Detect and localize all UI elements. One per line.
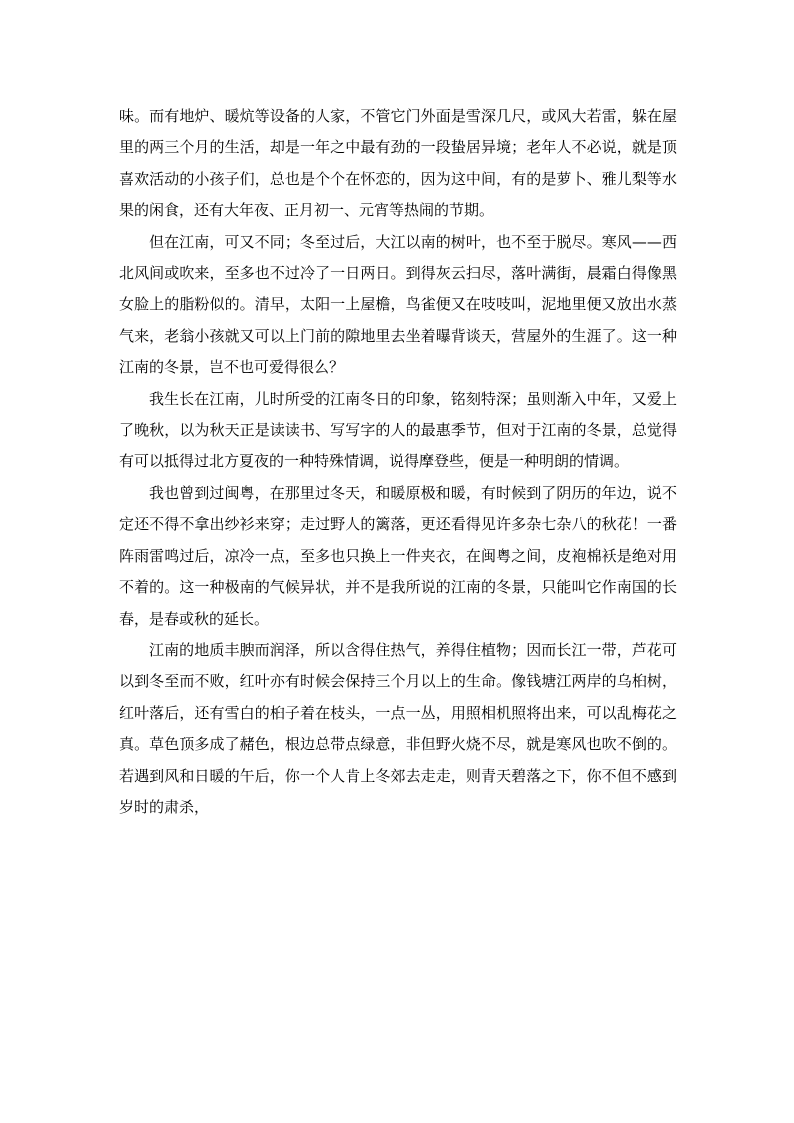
document-body — [119, 101, 677, 823]
paragraph-min-yue-climate: 我也曾到过闽粤，在那里过冬天，和暖原极和暖，有时候到了阴历的年边，说不定还不得不拿出纱衫来穿；走过野人的篱落，更还看得见许多杂七杂八的秋花！一番阵雨雷鸣过后，凉冷一点，至多也只换上一件夹衣，在闽粤之间，皮袍棉袄是绝对用不着的。这一种极南的气候异状，并不是我所说的江南的冬景，只能叫它作南国的长春，是春或秋的延长。 — [119, 483, 677, 628]
paragraph-jiangnan-soil: 江南的地质丰腴而润泽，所以含得住热气，养得住植物；因而长江一带，芦花可以到冬至而不败，红叶亦有时候会保持三个月以上的生命。像钱塘江两岸的乌桕树，红叶落后，还有雪白的桕子着在枝头，一点一丛，用照相机照将出来，可以乱梅花之真。草色顶多成了赭色，根边总带点绿意，非但野火烧不尽，就是寒风也吹不倒的。若遇到风和日暖的午后，你一个人肯上冬郊去走走，则青天碧落之下，你不但不感到岁时的肃杀， — [119, 640, 677, 816]
paragraph-childhood-impression: 我生长在江南，儿时所受的江南冬日的印象，铭刻特深；虽则渐入中年，又爱上了晚秋，以为秋天正是读读书、写写字的人的最惠季节，但对于江南的冬景，总觉得有可以抵得过北方夏夜的一种特殊情调，说得摩登些，便是一种明朗的情调。 — [119, 389, 677, 471]
paragraph-jiangnan-winter: 但在江南，可又不同；冬至过后，大江以南的树叶，也不至于脱尽。寒风——西北风间或吹来，至多也不过冷了一日两日。到得灰云扫尽，落叶满街，晨霜白得像黑女脸上的脂粉似的。清早，太阳一上屋檐，鸟雀便又在吱吱叫，泥地里便又放出水蒸气来，老翁小孩就又可以上门前的隙地里去坐着曝背谈天，营屋外的生涯了。这一种江南的冬景，岂不也可爱得很么？ — [119, 232, 677, 377]
paragraph-continuation: 味。而有地炉、暖炕等设备的人家，不管它门外面是雪深几尺，或风大若雷，躲在屋里的两三个月的生活，却是一年之中最有劲的一段蛰居异境；老年人不必说，就是顶喜欢活动的小孩子们，总也是个个在怀恋的，因为这中间，有的是萝卜、雅儿梨等水果的闲食，还有大年夜、正月初一、元宵等热闹的节期。 — [119, 107, 677, 220]
